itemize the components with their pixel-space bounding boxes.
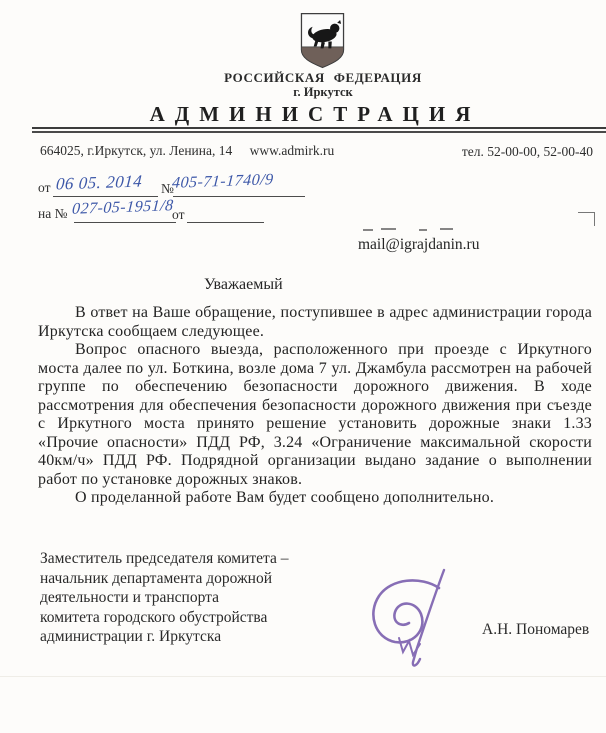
incoming-date-underline (187, 222, 264, 223)
coat-of-arms-icon (300, 12, 345, 69)
addressee-email: mail@igrajdanin.ru (358, 236, 480, 253)
signer-title-block (40, 549, 350, 647)
handwritten-outgoing-date: 06 05. 2014 (55, 171, 143, 194)
website-text: www.admirk.ru (249, 143, 335, 158)
redaction-mark (363, 229, 373, 231)
handwritten-incoming-number: 027-05-1951/8 (71, 197, 175, 218)
outgoing-date-label: от (38, 180, 51, 195)
signer-title-line: администрации г. Иркутска (40, 628, 222, 645)
incoming-number-underline (74, 222, 176, 223)
signer-title-line: начальник департамента дорожной (40, 569, 272, 587)
organization-title: АДМИНИСТРАЦИЯ (149, 102, 481, 126)
header-double-rule (32, 127, 606, 133)
address-field-corner-mark (578, 212, 595, 226)
redaction-mark (419, 229, 427, 231)
phone-numbers: тел. 52-00-00, 52-00-40 (461, 144, 593, 159)
redaction-mark (440, 228, 453, 230)
redaction-mark (381, 228, 396, 230)
signer-name: А.Н. Пономарев (482, 621, 590, 638)
incoming-date-label: от (172, 207, 185, 222)
signer-title-line: комитета городского обустройства (40, 608, 268, 626)
city-label: г. Иркутск (293, 85, 353, 99)
incoming-number-label: на № (38, 206, 68, 221)
address-line (40, 143, 334, 159)
outgoing-number-underline (173, 196, 305, 197)
postal-address: 664025, г.Иркутск, ул. Ленина, 14 (40, 143, 233, 158)
signer-title-line: Заместитель председателя комитета – (40, 550, 289, 567)
handwritten-outgoing-number: 405-71-1740/9 (171, 171, 275, 192)
scan-page-edge (0, 676, 606, 677)
salutation: Уважаемый (204, 276, 283, 293)
body-paragraph-2: Вопрос опасного выезда, расположенного при проезде с Иркутного моста далее по ул. Боткина, возле дома 7 ул. Джамбула рассмотрен на рабочей группе по обеспечению безопасности дорожного движения. В ходе рассмотрения для обеспечения безопасности дорожного движения при съезде с Иркутного моста принято решение установить дорожные знаки 1.33 «Прочие опасности» ПДД РФ, 3.24 «Ограничение максимальной скорости 40км/ч» ПДД РФ. Подрядной организации выдано задание о выполнении работ по установке дорожных знаков. (38, 341, 592, 488)
country-label: РОССИЙСКАЯ ФЕДЕРАЦИЯ (224, 70, 422, 85)
letter-body (38, 304, 592, 508)
outgoing-number-label: № (161, 181, 174, 196)
signer-title-line: деятельности и транспорта (40, 589, 219, 606)
handwritten-signature-icon (347, 560, 477, 672)
body-paragraph-3: О проделанной работе Вам будет сообщено дополнительно. (75, 489, 495, 506)
outgoing-date-underline (53, 196, 158, 197)
body-paragraph-1: В ответ на Ваше обращение, поступившее в адрес администрации города Иркутска сообщаем следующее. (38, 304, 592, 340)
